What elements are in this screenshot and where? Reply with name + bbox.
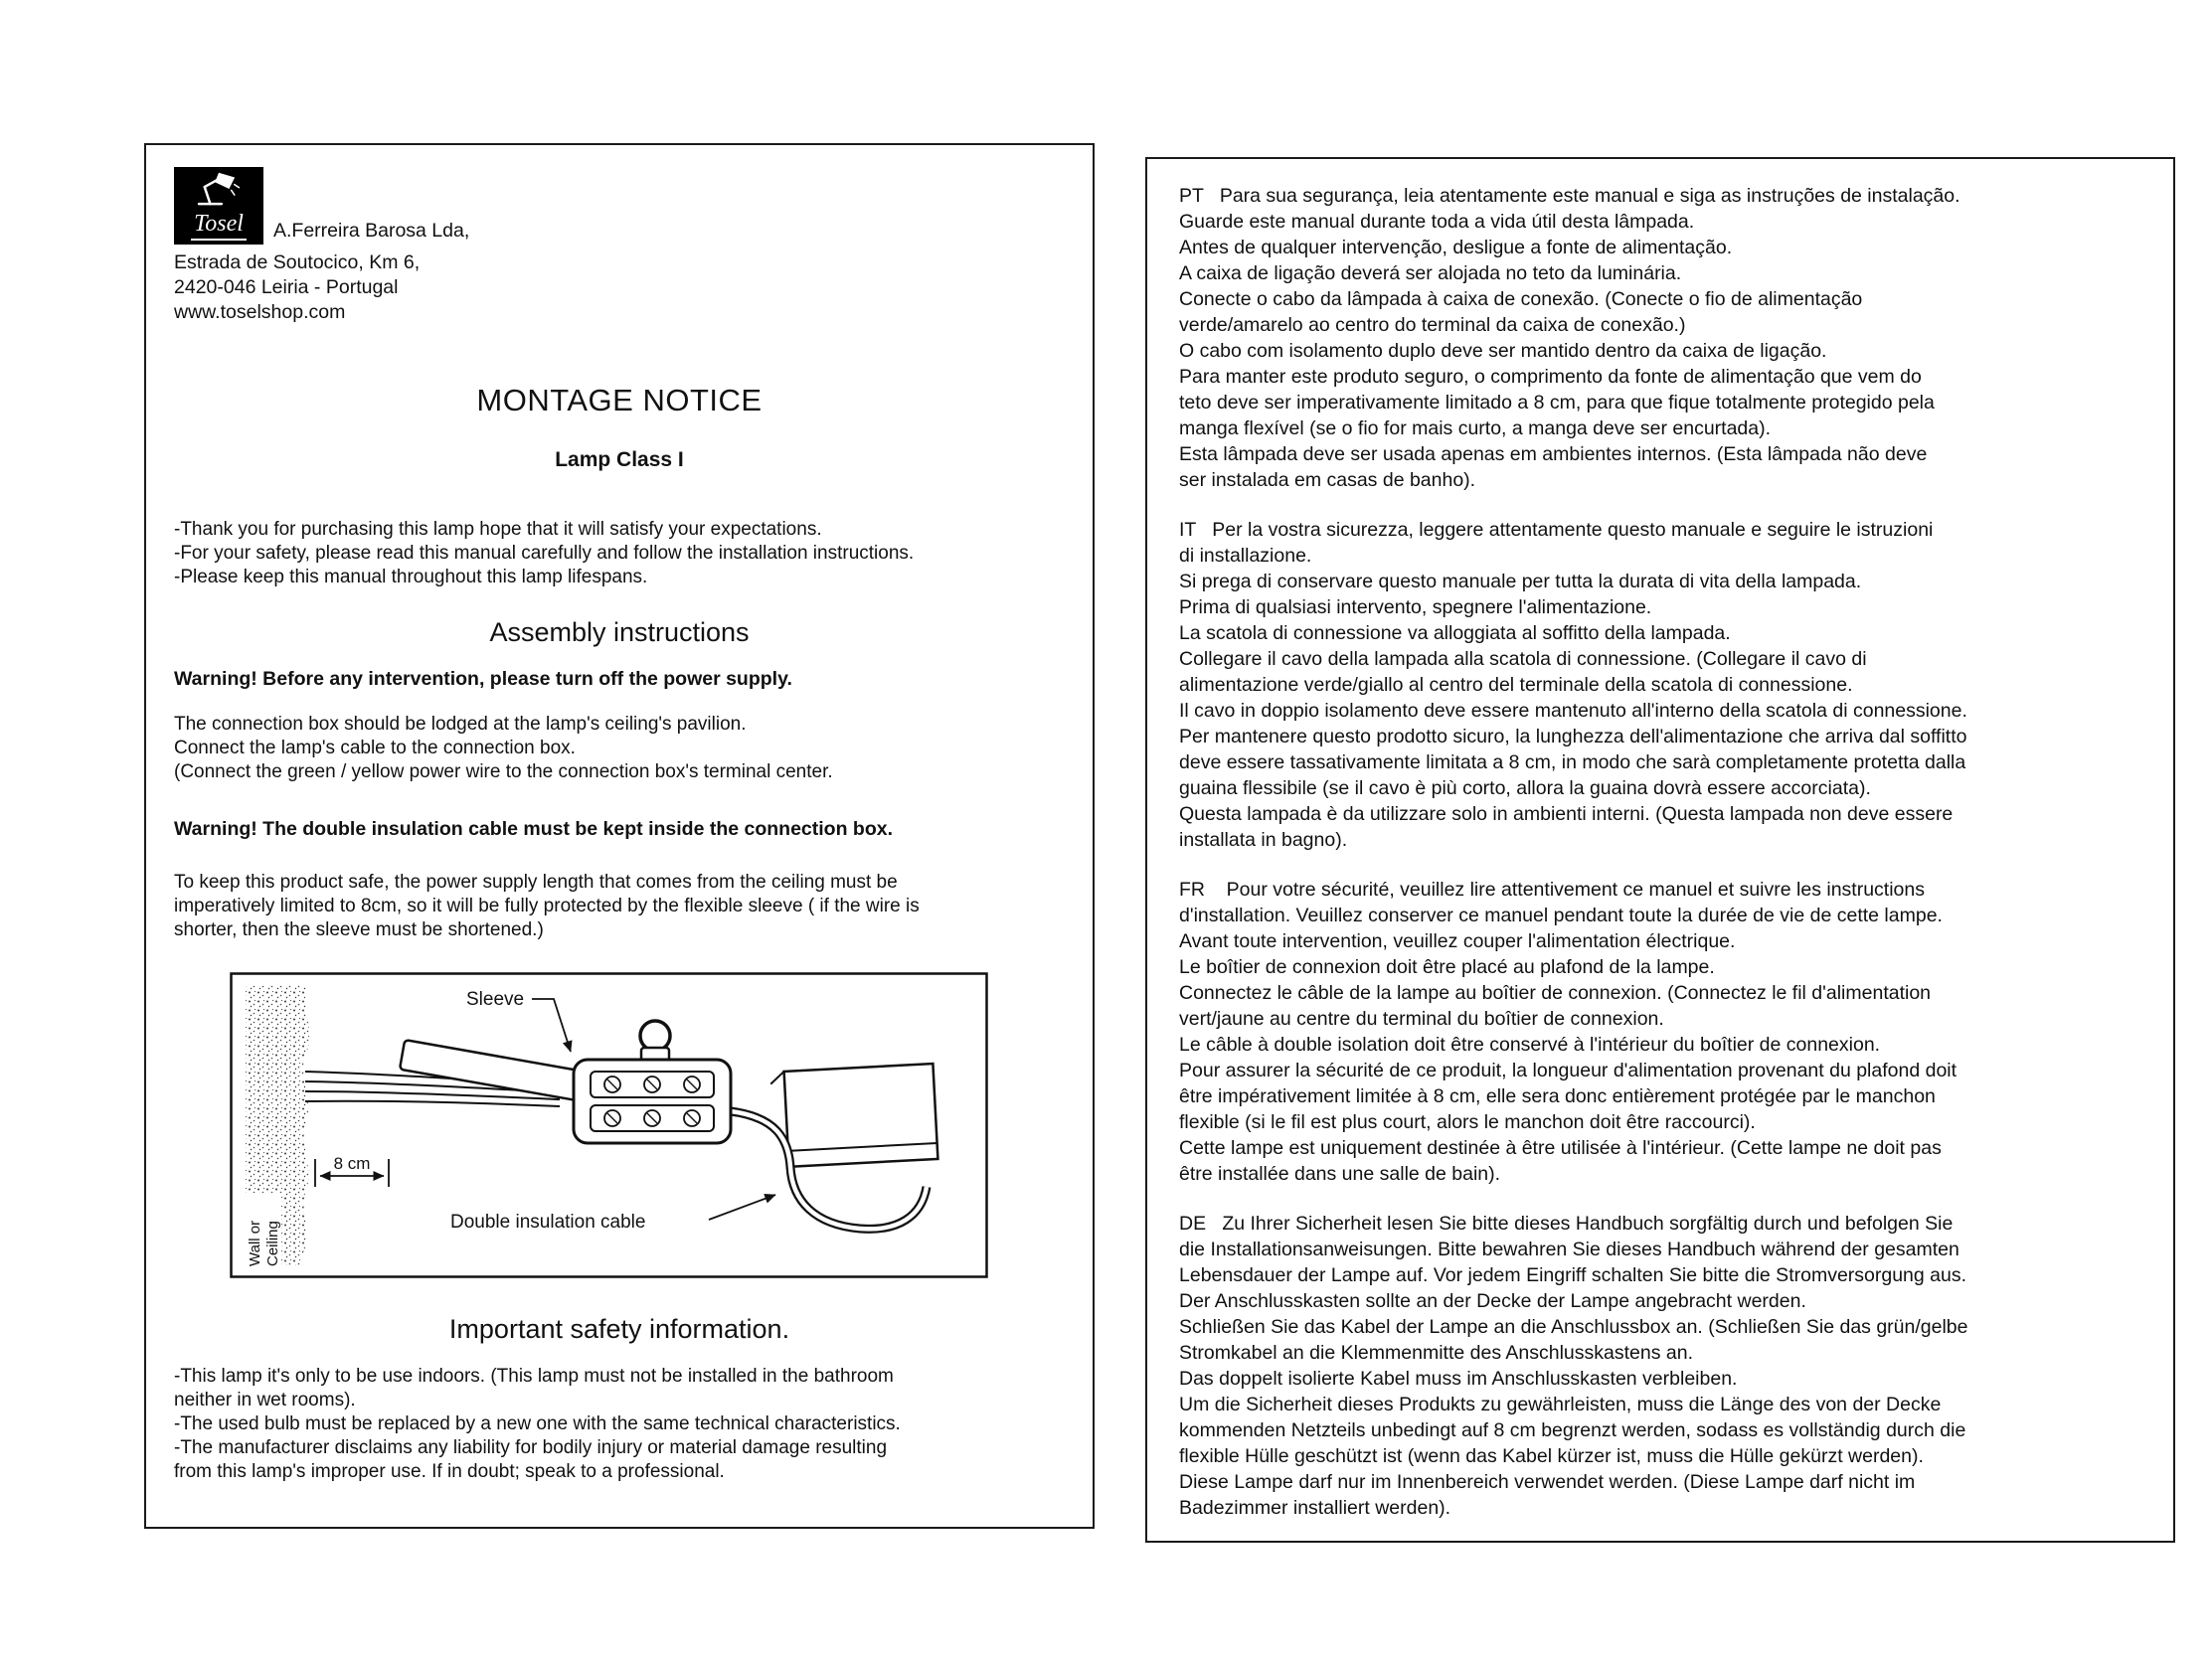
- section-portuguese: [1179, 183, 2141, 493]
- text-line: Antes de qualquer intervenção, desligue a fonte de alimentação.: [1179, 237, 1733, 258]
- text-line: (Connect the green / yellow power wire to the connection box's terminal center.: [174, 761, 833, 782]
- text-line: flexible (si le fil est plus court, alors le manchon doit être raccourci).: [1179, 1111, 1756, 1133]
- text-line: être installée dans une salle de bain).: [1179, 1163, 1501, 1185]
- installation-diagram: [230, 972, 1065, 1278]
- text-line: Guarde este manual durante toda a vida útil desta lâmpada.: [1179, 211, 1695, 233]
- text-line: manga flexível (se o fio for mais curto, a manga deve ser encurtada).: [1179, 417, 1772, 439]
- sleeve-label: Sleeve: [466, 989, 525, 1010]
- svg-text:Ceiling: Ceiling: [264, 1221, 281, 1266]
- text-line: deve essere tassativamente limitata a 8 cm, in modo che sarà completamente protetta dalla: [1179, 751, 1966, 773]
- text-line: verde/amarelo ao centro do terminal da caixa de conexão.): [1179, 314, 1686, 336]
- text-line: Avant toute intervention, veuillez couper l'alimentation électrique.: [1179, 930, 1736, 952]
- text-line: Schließen Sie das Kabel der Lampe an die Anschlussbox an. (Schließen Sie das grün/gelbe: [1179, 1316, 1968, 1338]
- text-line: d'installation. Veuillez conserver ce manuel pendant toute la durée de vie de cette lampe.: [1179, 905, 1943, 926]
- text-line: die Installationsanweisungen. Bitte bewahren Sie dieses Handbuch während der gesamten: [1179, 1239, 1959, 1260]
- text-line: imperatively limited to 8cm, so it will be fully protected by the flexible sleeve ( if the wire is: [174, 896, 920, 916]
- text-line: installata in bagno).: [1179, 829, 1348, 851]
- assembly-heading: Assembly instructions: [489, 617, 750, 647]
- text-line: Prima di qualsiasi intervento, spegnere l'alimentazione.: [1179, 596, 1652, 618]
- safety-heading: Important safety information.: [448, 1314, 790, 1344]
- text-line: -This lamp it's only to be use indoors. (This lamp must not be installed in the bathroom: [174, 1366, 894, 1387]
- text-line: Le boîtier de connexion doit être placé au plafond de la lampe.: [1179, 956, 1715, 978]
- text-line: Questa lampada è da utilizzare solo in ambienti interni. (Questa lampada non deve essere: [1179, 803, 1954, 825]
- text-line: guaina flessibile (se il cavo è più corto, allora la guaina dovrà essere accorciata).: [1179, 777, 1871, 799]
- dimension-label: 8 cm: [333, 1154, 371, 1173]
- text-line: Per mantenere questo prodotto sicuro, la lunghezza dell'alimentazione che arriva dal soffitto: [1179, 726, 1967, 747]
- text-line: PT Para sua segurança, leia atentamente este manual e siga as instruções de instalação.: [1179, 185, 1960, 207]
- warning-insulation: Warning! The double insulation cable must be kept inside the connection box.: [174, 818, 894, 840]
- text-line: flexible Hülle geschützt ist (wenn das Kabel kürzer ist, muss die Hülle gekürzt werden).: [1179, 1445, 1924, 1467]
- text-line: Stromkabel an die Klemmenmitte des Anschlusskastens an.: [1179, 1342, 1694, 1364]
- text-line: La scatola di connessione va alloggiata al soffitto della lampada.: [1179, 622, 1731, 644]
- text-line: Si prega di conservare questo manuale per tutta la durata di vita della lampada.: [1179, 571, 1862, 592]
- text-line: vert/jaune au centre du terminal du boîtier de connexion.: [1179, 1008, 1664, 1030]
- logo-row: [174, 167, 1065, 245]
- text-line: Para manter este produto seguro, o comprimento da fonte de alimentação que vem do: [1179, 366, 1922, 388]
- company-address: [174, 250, 1065, 325]
- desk-lamp-icon: [190, 169, 248, 212]
- text-line: teto deve ser imperativamente limitado a 8 cm, para que fique totalmente protegido pela: [1179, 392, 1935, 414]
- company-name: A.Ferreira Barosa Lda,: [273, 220, 470, 242]
- text-line: FR Pour votre sécurité, veuillez lire attentivement ce manuel et suivre les instructions: [1179, 879, 1925, 901]
- text-line: Das doppelt isolierte Kabel muss im Anschlusskasten verbleiben.: [1179, 1368, 1738, 1390]
- text-line: Collegare il cavo della lampada alla scatola di connessione. (Collegare il cavo di: [1179, 648, 1867, 670]
- text-line: Der Anschlusskasten sollte an der Decke der Lampe angebracht werden.: [1179, 1290, 1806, 1312]
- text-line: To keep this product safe, the power supply length that comes from the ceiling must be: [174, 872, 898, 893]
- lamp-class-subtitle: Lamp Class I: [555, 448, 684, 471]
- text-line: Connectez le câble de la lampe au boîtier de connexion. (Connectez le fil d'alimentation: [1179, 982, 1932, 1004]
- safety-paragraph: [174, 1365, 1065, 1484]
- text-line: -Please keep this manual throughout this lamp lifespans.: [174, 567, 648, 587]
- text-line: ser instalada em casas de banho).: [1179, 469, 1476, 491]
- text-line: shorter, then the sleeve must be shortened.): [174, 919, 544, 940]
- text-line: -For your safety, please read this manual carefully and follow the installation instructions.: [174, 543, 915, 564]
- text-line: Le câble à double isolation doit être conservé à l'intérieur du boîtier de connexion.: [1179, 1034, 1881, 1056]
- text-line: Lebensdauer der Lampe auf. Vor jedem Eingriff schalten Sie bitte die Stromversorgung aus.: [1179, 1264, 1967, 1286]
- text-line: -The manufacturer disclaims any liability for bodily injury or material damage resulting: [174, 1437, 888, 1458]
- text-line: Cette lampe est uniquement destinée à être utilisée à l'intérieur. (Cette lampe ne doit pas: [1179, 1137, 1942, 1159]
- tosel-logo: [174, 167, 263, 245]
- section-italian: [1179, 517, 2141, 853]
- text-line: -Thank you for purchasing this lamp hope that it will satisfy your expectations.: [174, 519, 822, 540]
- page-english: [144, 143, 1095, 1529]
- document-title: MONTAGE NOTICE: [476, 383, 763, 417]
- text-line: A caixa de ligação deverá ser alojada no teto da luminária.: [1179, 262, 1682, 284]
- text-line: Diese Lampe darf nur im Innenbereich verwendet werden. (Diese Lampe darf nicht im: [1179, 1471, 1916, 1493]
- text-line: di installazione.: [1179, 545, 1312, 567]
- warning-power-supply: Warning! Before any intervention, please turn off the power supply.: [174, 668, 792, 690]
- text-line: www.toselshop.com: [174, 301, 346, 323]
- text-line: DE Zu Ihrer Sicherheit lesen Sie bitte dieses Handbuch sorgfältig durch und befolgen Sie: [1179, 1213, 1954, 1235]
- text-line: 2420-046 Leiria - Portugal: [174, 276, 399, 298]
- cable-label: Double insulation cable: [450, 1212, 646, 1233]
- text-line: kommenden Netzteils unbedingt auf 8 cm begrenzt werden, sodass es vollständig durch die: [1179, 1419, 1966, 1441]
- svg-text:Wall or: Wall or: [247, 1220, 263, 1266]
- text-line: Esta lâmpada deve ser usada apenas em ambientes internos. (Esta lâmpada não deve: [1179, 443, 1928, 465]
- connection-paragraph: [174, 713, 1065, 784]
- section-german: [1179, 1211, 2141, 1521]
- text-line: from this lamp's improper use. If in doubt; speak to a professional.: [174, 1461, 725, 1482]
- wall-ceiling-label: [247, 1221, 281, 1266]
- length-paragraph: [174, 871, 1065, 942]
- text-line: neither in wet rooms).: [174, 1390, 356, 1410]
- text-line: -The used bulb must be replaced by a new one with the same technical characteristics.: [174, 1413, 901, 1434]
- text-line: Um die Sicherheit dieses Produkts zu gewährleisten, muss die Länge des von der Decke: [1179, 1394, 1942, 1415]
- text-line: Pour assurer la sécurité de ce produit, la longueur d'alimentation provenant du plafond doit: [1179, 1060, 1957, 1081]
- text-line: Il cavo in doppio isolamento deve essere mantenuto all'interno della scatola di connessione.: [1179, 700, 1967, 722]
- text-line: Conecte o cabo da lâmpada à caixa de conexão. (Conecte o fio de alimentação: [1179, 288, 1863, 310]
- text-line: alimentazione verde/giallo al centro del terminale della scatola di connessione.: [1179, 674, 1853, 696]
- text-line: Connect the lamp's cable to the connection box.: [174, 738, 576, 758]
- text-line: The connection box should be lodged at the lamp's ceiling's pavilion.: [174, 714, 747, 735]
- text-line: IT Per la vostra sicurezza, leggere attentamente questo manuale e seguire le istruzioni: [1179, 519, 1934, 541]
- intro-paragraph: [174, 518, 1065, 589]
- page-translations: [1145, 157, 2175, 1543]
- text-line: O cabo com isolamento duplo deve ser mantido dentro da caixa de ligação.: [1179, 340, 1827, 362]
- logo-text: Tosel: [191, 212, 247, 241]
- text-line: être impérativement limitée à 8 cm, elle sera donc entièrement protégée par le manchon: [1179, 1085, 1936, 1107]
- text-line: Badezimmer installiert werden).: [1179, 1497, 1451, 1519]
- section-french: [1179, 877, 2141, 1187]
- text-line: Estrada de Soutocico, Km 6,: [174, 251, 421, 273]
